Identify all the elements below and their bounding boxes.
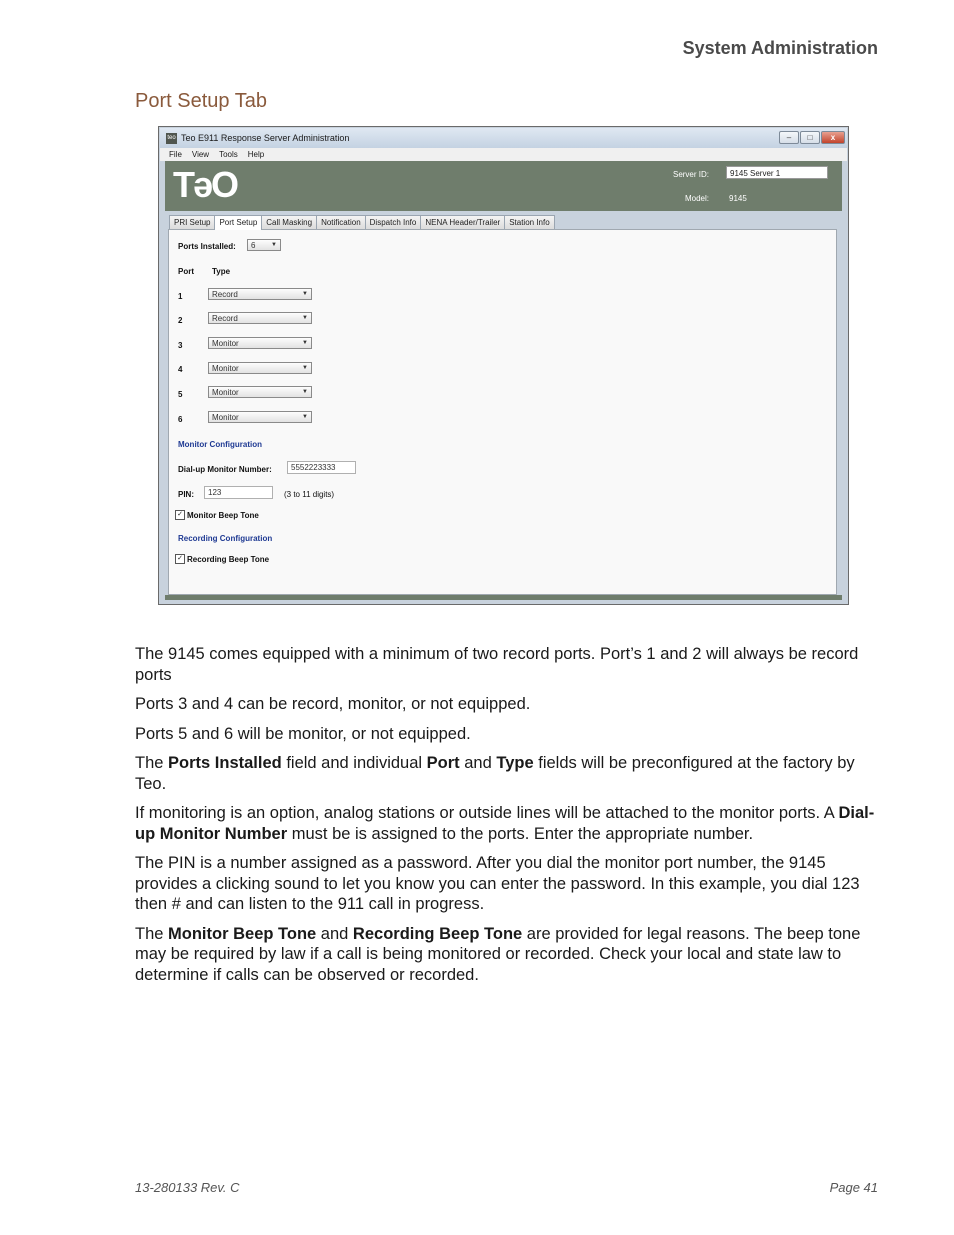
banner xyxy=(165,161,842,211)
port-setup-panel xyxy=(168,229,837,595)
paragraph: Ports 3 and 4 can be record, monitor, or not equipped. xyxy=(135,695,531,713)
port-type-select[interactable]: Monitor ▼ xyxy=(208,362,312,374)
chevron-down-icon: ▼ xyxy=(302,315,308,321)
monitor-configuration-heading: Monitor Configuration xyxy=(178,440,262,449)
paragraph: Ports 5 and 6 will be monitor, or not equipped. xyxy=(135,724,471,743)
close-icon[interactable]: x xyxy=(821,131,845,144)
port-type-select[interactable]: Monitor ▼ xyxy=(208,411,312,423)
paragraph: The Monitor Beep Tone and Recording Beep Tone are provided for legal reasons. The beep tone may be required by law if a call is being monitored or recorded. Check your local and state law to determine if calls can be observed or recorded. xyxy=(135,924,861,984)
server-id-input[interactable]: 9145 Server 1 xyxy=(726,166,828,179)
teo-logo: TəO xyxy=(173,164,238,205)
model-value: 9145 xyxy=(729,194,747,203)
paragraph: If monitoring is an option, analog stations or outside lines will be attached to the monitor ports. A Dial-up Monitor Number must be is assigned to the ports. Enter the appropriate number. xyxy=(135,804,875,843)
menu-view[interactable]: View xyxy=(191,150,210,159)
window-titlebar xyxy=(160,128,847,148)
menu-bar xyxy=(160,148,847,161)
footer-page-number: Page 41 xyxy=(829,1180,878,1195)
ports-installed-label: Ports Installed: xyxy=(178,242,236,251)
monitor-beep-label: Monitor Beep Tone xyxy=(187,511,259,520)
model-label: Model: xyxy=(684,194,709,203)
tab-pri-setup[interactable]: PRI Setup xyxy=(169,215,215,229)
port-type-select[interactable]: Record ▼ xyxy=(208,312,312,324)
port-column-header: Port xyxy=(178,267,194,276)
port-number: 2 xyxy=(178,316,183,325)
port-number: 3 xyxy=(178,341,183,350)
port-type-select[interactable]: Record ▼ xyxy=(208,288,312,300)
body-text xyxy=(135,644,880,994)
pin-input[interactable]: 123 xyxy=(204,486,273,499)
pin-label: PIN: xyxy=(178,490,194,499)
tab-notification[interactable]: Notification xyxy=(316,215,366,229)
port-number: 6 xyxy=(178,415,183,424)
menu-tools[interactable]: Tools xyxy=(219,150,238,159)
dialup-monitor-input[interactable]: 5552223333 xyxy=(287,461,356,474)
teo-app-icon: teo xyxy=(166,133,177,144)
ports-installed-select[interactable]: 6 ▼ xyxy=(247,239,281,251)
tab-call-masking[interactable]: Call Masking xyxy=(261,215,317,229)
chevron-down-icon: ▼ xyxy=(302,291,308,297)
dialup-monitor-label: Dial-up Monitor Number: xyxy=(178,465,272,474)
chevron-down-icon: ▼ xyxy=(302,340,308,346)
footer-doc-id: 13-280133 Rev. C xyxy=(135,1180,240,1195)
tab-bar xyxy=(169,215,554,229)
port-number: 4 xyxy=(178,365,183,374)
recording-configuration-heading: Recording Configuration xyxy=(178,534,273,543)
type-column-header: Type xyxy=(212,267,231,276)
port-type-select[interactable]: Monitor ▼ xyxy=(208,386,312,398)
port-number: 5 xyxy=(178,390,183,399)
section-header: System Administration xyxy=(682,38,878,58)
window-bottom-bar xyxy=(165,595,842,600)
page-title: Port Setup Tab xyxy=(135,90,267,112)
port-number: 1 xyxy=(178,292,183,301)
maximize-icon[interactable]: □ xyxy=(800,131,820,144)
paragraph: The 9145 comes equipped with a minimum of two record ports. Port’s 1 and 2 will always be record ports xyxy=(135,645,859,684)
chevron-down-icon: ▼ xyxy=(302,414,308,420)
app-window-screenshot xyxy=(158,126,849,605)
chevron-down-icon: ▼ xyxy=(302,365,308,371)
tab-port-setup[interactable]: Port Setup xyxy=(214,215,262,230)
recording-beep-checkbox[interactable]: ✓ xyxy=(175,554,185,564)
chevron-down-icon: ▼ xyxy=(302,389,308,395)
chevron-down-icon: ▼ xyxy=(271,242,277,248)
server-id-label: Server ID: xyxy=(672,170,709,179)
recording-beep-label: Recording Beep Tone xyxy=(187,555,270,564)
minimize-icon[interactable]: – xyxy=(779,131,799,144)
menu-help[interactable]: Help xyxy=(247,150,265,159)
menu-file[interactable]: File xyxy=(169,150,182,159)
paragraph: The Ports Installed field and individual Port and Type fields will be preconfigured at the factory by Teo. xyxy=(135,754,855,793)
window-title: Teo E911 Response Server Administration xyxy=(181,133,350,143)
paragraph: The PIN is a number assigned as a password. After you dial the monitor port number, the 9145 provides a clicking sound to let you know you can enter the password. In this example, you dial 123 then # and can listen to the 911 call in progress. xyxy=(135,854,860,913)
port-type-select[interactable]: Monitor ▼ xyxy=(208,337,312,349)
monitor-beep-checkbox[interactable]: ✓ xyxy=(175,510,185,520)
tab-dispatch-info[interactable]: Dispatch Info xyxy=(365,215,422,229)
pin-hint: (3 to 11 digits) xyxy=(284,490,335,499)
tab-station-info[interactable]: Station Info xyxy=(504,215,554,229)
tab-nena-header-trailer[interactable]: NENA Header/Trailer xyxy=(420,215,505,229)
